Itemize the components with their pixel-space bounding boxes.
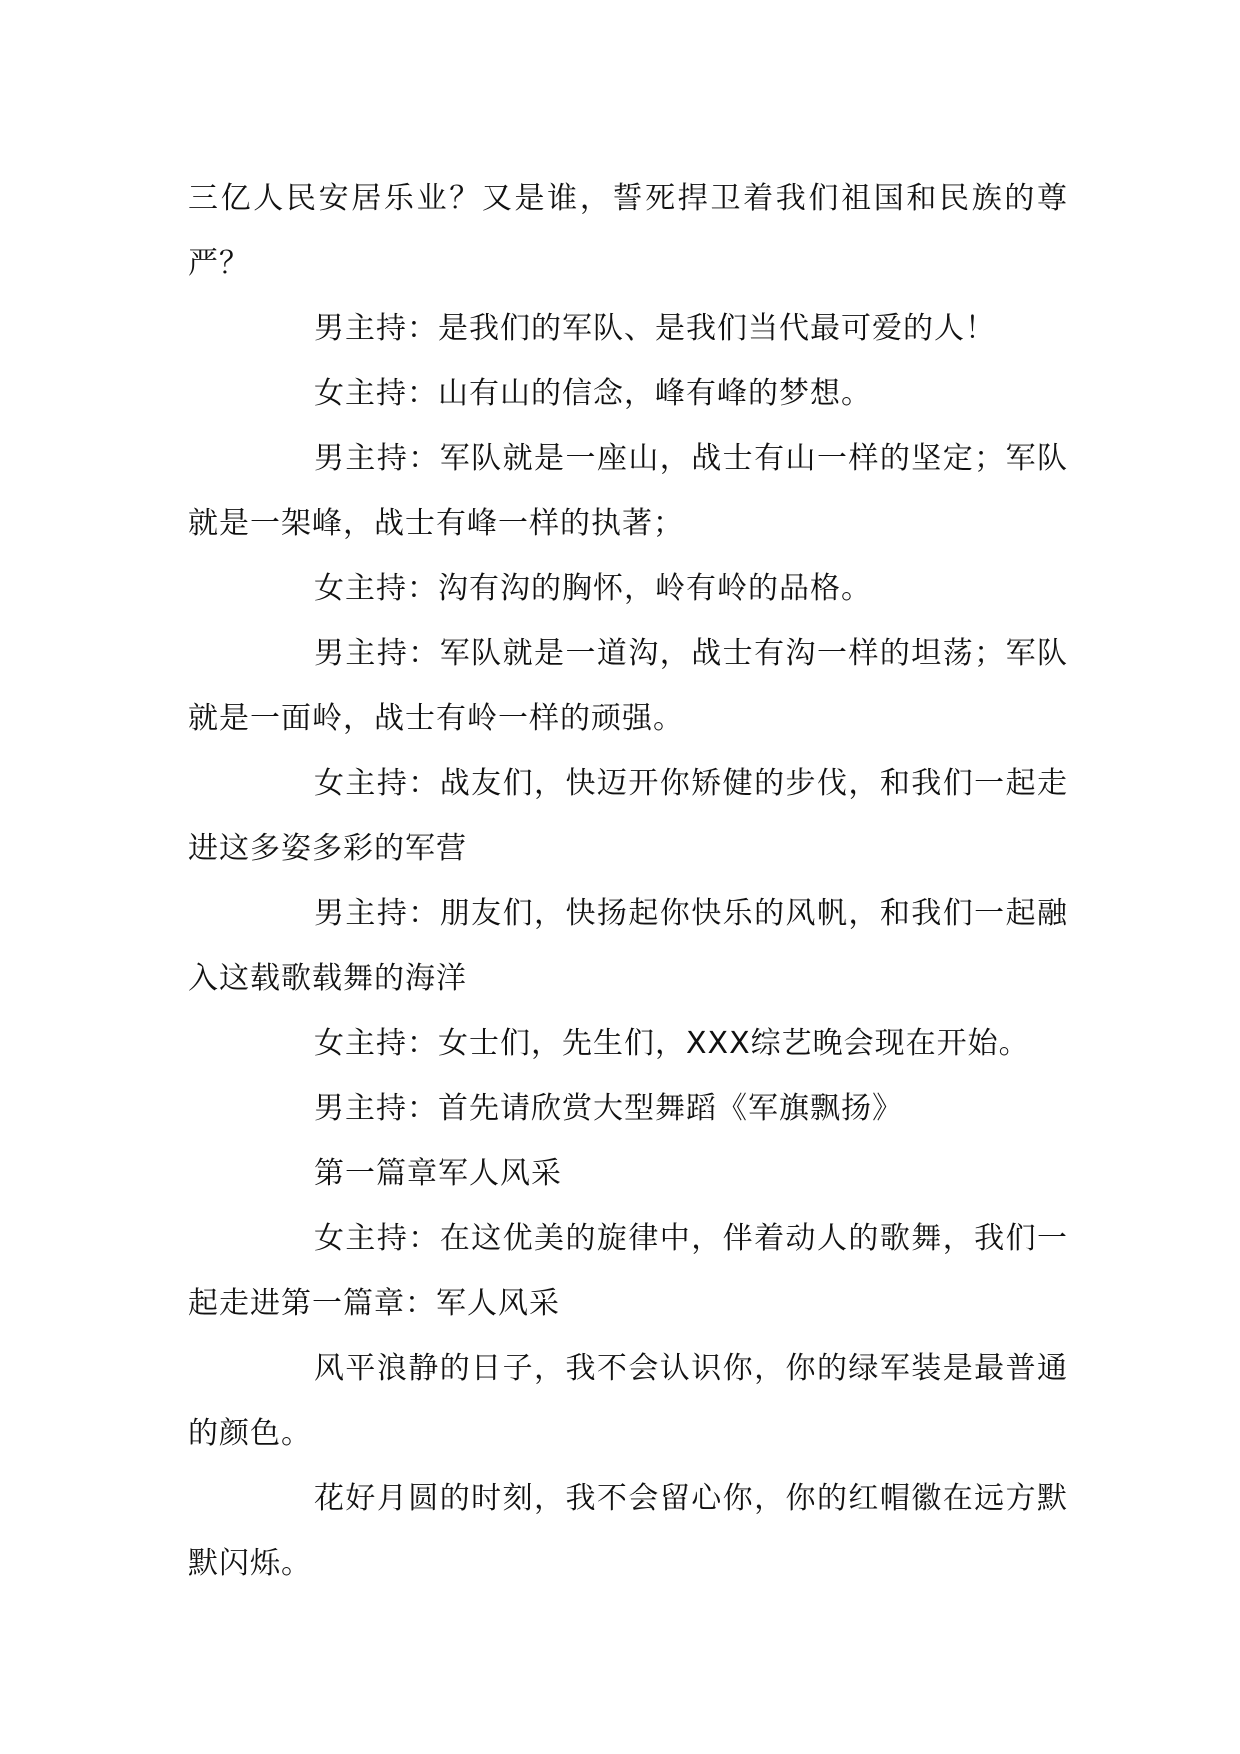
paragraph-male-host-3: 男主持：军队就是一道沟，战士有沟一样的坦荡；军队就是一面岭，战士有岭一样的顽强。 xyxy=(188,636,1068,736)
paragraph-male-host-5: 男主持：首先请欣赏大型舞蹈《军旗飘扬》 xyxy=(314,1091,903,1126)
paragraph-female-host-4: 女主持：女士们，先生们，XXX综艺晚会现在开始。 xyxy=(314,1026,1030,1061)
section-heading: 第一篇章军人风采 xyxy=(314,1156,562,1191)
paragraph-male-host-2: 男主持：军队就是一座山，战士有山一样的坚定；军队就是一架峰，战士有峰一样的执著； xyxy=(188,441,1068,541)
paragraph-female-host-2: 女主持：沟有沟的胸怀，岭有岭的品格。 xyxy=(314,571,872,606)
paragraph-male-host-4: 男主持：朋友们，快扬起你快乐的风帆，和我们一起融入这载歌载舞的海洋 xyxy=(188,896,1068,996)
paragraph-poem-1: 风平浪静的日子，我不会认识你，你的绿军装是最普通的颜色。 xyxy=(188,1351,1068,1451)
paragraph-female-host-1: 女主持：山有山的信念，峰有峰的梦想。 xyxy=(314,376,872,411)
document-body xyxy=(188,166,1068,1596)
paragraph-female-host-3: 女主持：战友们，快迈开你矫健的步伐，和我们一起走进这多姿多彩的军营 xyxy=(188,766,1068,866)
paragraph-male-host-1: 男主持：是我们的军队、是我们当代最可爱的人！ xyxy=(314,311,996,346)
paragraph-female-host-5: 女主持：在这优美的旋律中，伴着动人的歌舞，我们一起走进第一篇章：军人风采 xyxy=(188,1221,1068,1321)
paragraph-poem-2: 花好月圆的时刻，我不会留心你，你的红帽徽在远方默默闪烁。 xyxy=(188,1481,1068,1581)
paragraph-continuation: 三亿人民安居乐业？又是谁，誓死捍卫着我们祖国和民族的尊严？ xyxy=(188,181,1068,281)
